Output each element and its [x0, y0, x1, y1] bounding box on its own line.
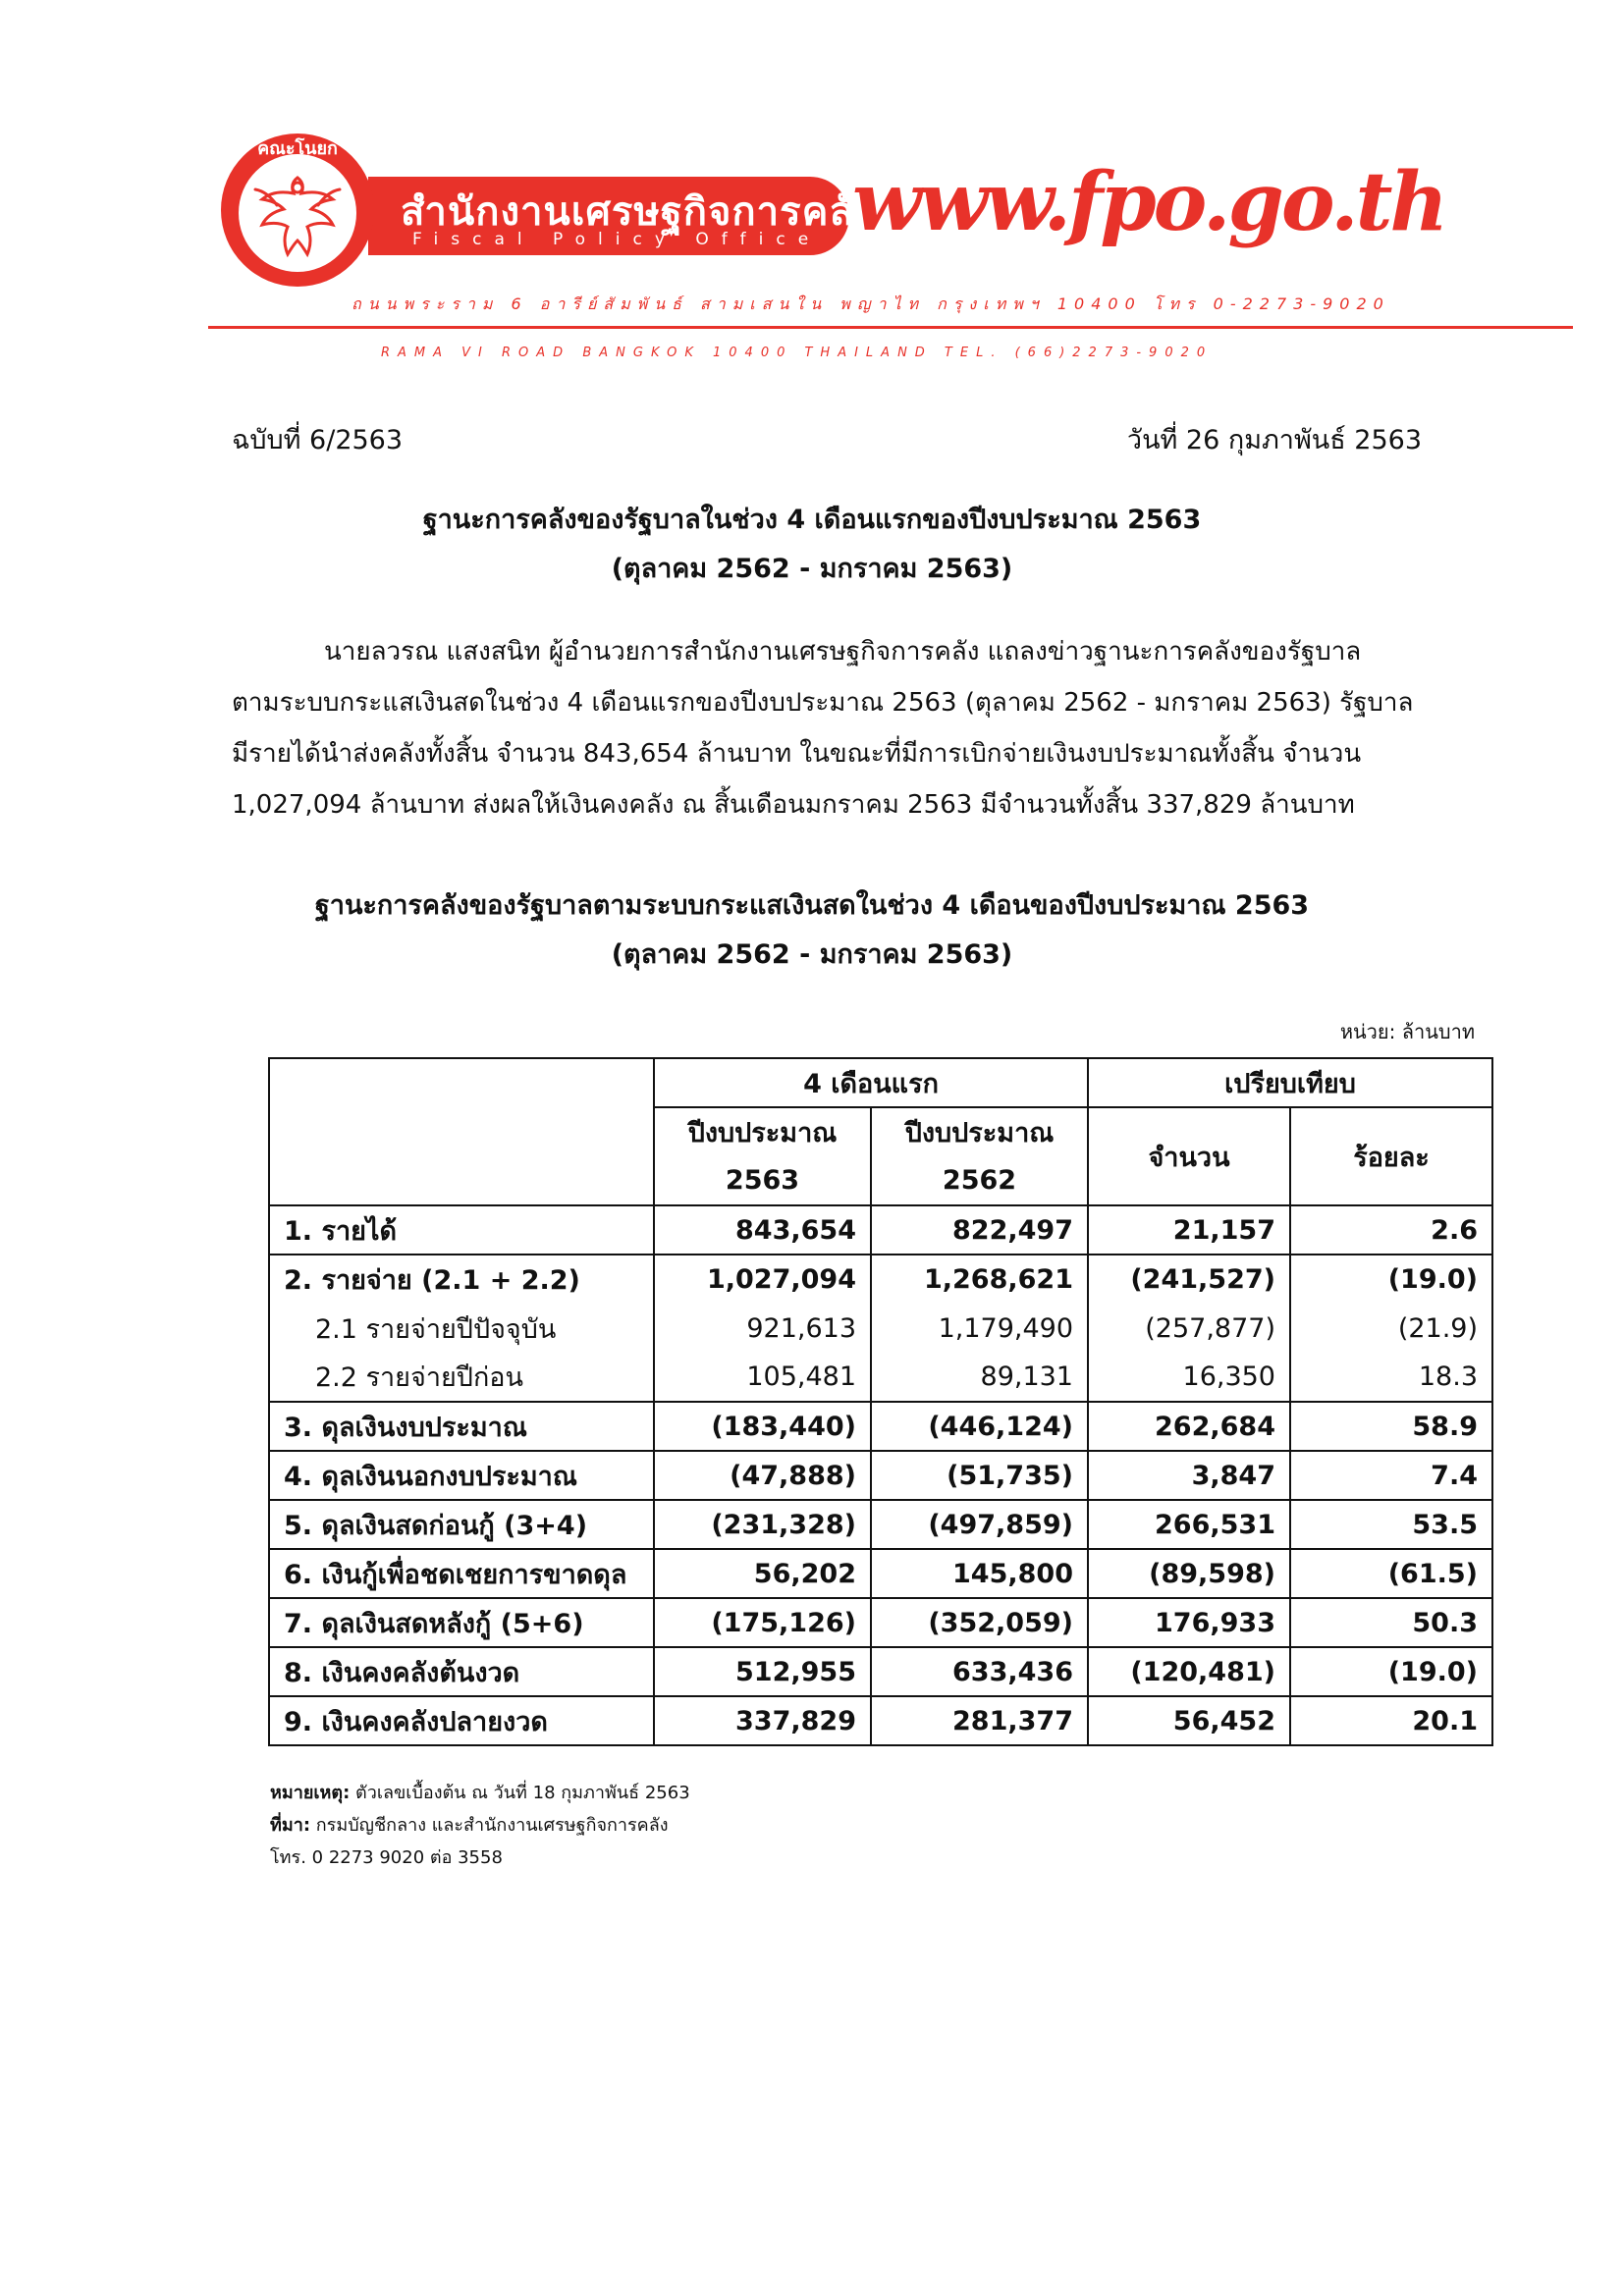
cell-percent: 2.6 [1290, 1205, 1492, 1255]
header-fy2562-year: 2562 [871, 1156, 1088, 1205]
issue-number: ฉบับที่ 6/2563 [232, 425, 404, 455]
cell-amount: (257,877) [1088, 1304, 1290, 1353]
cell-fy2563: 337,829 [654, 1696, 871, 1745]
cell-fy2562: (352,059) [871, 1598, 1088, 1647]
cell-fy2562: 822,497 [871, 1205, 1088, 1255]
table-row-revenue [269, 1205, 1492, 1255]
cell-amount: (241,527) [1088, 1255, 1290, 1304]
cell-fy2563: (183,440) [654, 1402, 871, 1451]
cell-amount: (120,481) [1088, 1647, 1290, 1696]
release-date: วันที่ 26 กุมภาพันธ์ 2563 [1126, 425, 1422, 455]
cell-amount: 16,350 [1088, 1353, 1290, 1402]
table-row-cash-balance-after-borrowing [269, 1598, 1492, 1647]
row-label: 4. ดุลเงินนอกงบประมาณ [269, 1451, 654, 1500]
header-amount: จำนวน [1088, 1107, 1290, 1205]
unit-label: หน่วย: ล้านบาท [1339, 1020, 1475, 1043]
source-text: กรมบัญชีกลาง และสำนักงานเศรษฐกิจการคลัง [310, 1815, 669, 1836]
cell-amount: 56,452 [1088, 1696, 1290, 1745]
header-fy2563-label: ปีงบประมาณ [654, 1107, 871, 1156]
org-name-english: Fiscal Policy Office [412, 230, 822, 249]
cell-fy2562: (51,735) [871, 1451, 1088, 1500]
logo-lettering: คณะโนยก [257, 138, 338, 159]
cell-percent: 20.1 [1290, 1696, 1492, 1745]
row-label: 2.1 รายจ่ายปีปัจจุบัน [269, 1304, 654, 1353]
cell-percent: 53.5 [1290, 1500, 1492, 1549]
cell-fy2562: 145,800 [871, 1549, 1088, 1598]
website-url[interactable]: www.fpo.go.th [852, 155, 1446, 249]
cell-percent: (61.5) [1290, 1549, 1492, 1598]
address-english: RAMA VI ROAD BANGKOK 10400 THAILAND TEL. (66)2273-9020 [381, 346, 1214, 360]
cell-fy2563: 512,955 [654, 1647, 871, 1696]
cell-fy2562: 1,179,490 [871, 1304, 1088, 1353]
row-label: 3. ดุลเงินงบประมาณ [269, 1402, 654, 1451]
cell-percent: 18.3 [1290, 1353, 1492, 1402]
cell-fy2563: 1,027,094 [654, 1255, 871, 1304]
footnotes [270, 1777, 690, 1874]
cell-amount: 3,847 [1088, 1451, 1290, 1500]
row-label: 5. ดุลเงินสดก่อนกู้ (3+4) [269, 1500, 654, 1549]
cell-fy2562: 633,436 [871, 1647, 1088, 1696]
header-group-compare: เปรียบเทียบ [1088, 1058, 1492, 1107]
table-row-prior-year-expenditure [269, 1353, 1492, 1402]
table-title-line-1: ฐานะการคลังของรัฐบาลตามระบบกระแสเงินสดในช่วง 4 เดือนของปีงบประมาณ 2563 [314, 890, 1310, 921]
cell-fy2562: (446,124) [871, 1402, 1088, 1451]
cell-percent: (19.0) [1290, 1647, 1492, 1696]
remark-text: ตัวเลขเบื้องต้น ณ วันที่ 18 กุมภาพันธ์ 2563 [350, 1783, 690, 1803]
cell-amount: 176,933 [1088, 1598, 1290, 1647]
row-label: 1. รายได้ [269, 1205, 654, 1255]
cell-amount: 21,157 [1088, 1205, 1290, 1255]
source-label: ที่มา: [270, 1815, 311, 1836]
source-note [270, 1809, 690, 1842]
headline-line-1: ฐานะการคลังของรัฐบาลในช่วง 4 เดือนแรกของปีงบประมาณ 2563 [422, 505, 1202, 535]
cell-fy2562: (497,859) [871, 1500, 1088, 1549]
cell-fy2563: 921,613 [654, 1304, 871, 1353]
cell-fy2563: (231,328) [654, 1500, 871, 1549]
cell-fy2563: 56,202 [654, 1549, 871, 1598]
cell-percent: (19.0) [1290, 1255, 1492, 1304]
cell-fy2562: 281,377 [871, 1696, 1088, 1745]
row-label: 7. ดุลเงินสดหลังกู้ (5+6) [269, 1598, 654, 1647]
org-name-thai: สำนักงานเศรษฐกิจการคลัง [401, 189, 875, 235]
table-row-budget-balance [269, 1402, 1492, 1451]
cell-percent: 50.3 [1290, 1598, 1492, 1647]
header-fy2562-label: ปีงบประมาณ [871, 1107, 1088, 1156]
address-thai: ถนนพระราม 6 อารีย์สัมพันธ์ สามเสนใน พญาไท กรุงเทพฯ 10400 โทร 0-2273-9020 [352, 294, 1390, 313]
paragraph-line-2: ตามระบบกระแสเงินสดในช่วง 4 เดือนแรกของปีงบประมาณ 2563 (ตุลาคม 2562 - มกราคม 2563) รัฐบาล [232, 688, 1414, 718]
row-label: 2. รายจ่าย (2.1 + 2.2) [269, 1255, 654, 1304]
table-header-row-1 [269, 1058, 1492, 1107]
cell-amount: (89,598) [1088, 1549, 1290, 1598]
header-fy2563-year: 2563 [654, 1156, 871, 1205]
garuda-logo-icon [218, 131, 377, 290]
cell-fy2562: 1,268,621 [871, 1255, 1088, 1304]
cell-percent: (21.9) [1290, 1304, 1492, 1353]
cell-percent: 58.9 [1290, 1402, 1492, 1451]
row-label: 8. เงินคงคลังต้นงวด [269, 1647, 654, 1696]
table-row-non-budget-balance [269, 1451, 1492, 1500]
paragraph-line-3: มีรายได้นำส่งคลังทั้งสิ้น จำนวน 843,654 ล้านบาท ในขณะที่มีการเบิกจ่ายเงินงบประมาณทั้งสิ้น จำนวน [232, 739, 1362, 769]
table-row-cash-balance-before-borrowing [269, 1500, 1492, 1549]
table-row-deficit-financing [269, 1549, 1492, 1598]
cell-amount: 262,684 [1088, 1402, 1290, 1451]
paragraph-line-4: 1,027,094 ล้านบาท ส่งผลให้เงินคงคลัง ณ สิ้นเดือนมกราคม 2563 มีจำนวนทั้งสิ้น 337,829 ล้านบาท [232, 790, 1355, 820]
remark-note [270, 1777, 690, 1809]
cell-fy2563: (175,126) [654, 1598, 871, 1647]
cell-fy2562: 89,131 [871, 1353, 1088, 1402]
cell-amount: 266,531 [1088, 1500, 1290, 1549]
header-percent: ร้อยละ [1290, 1107, 1492, 1205]
table-row-expenditure [269, 1255, 1492, 1304]
table-row-closing-treasury-balance [269, 1696, 1492, 1745]
table-row-current-year-expenditure [269, 1304, 1492, 1353]
table-row-opening-treasury-balance [269, 1647, 1492, 1696]
letterhead-divider [208, 326, 1573, 329]
cell-fy2563: 105,481 [654, 1353, 871, 1402]
contact-phone: โทร. 0 2273 9020 ต่อ 3558 [270, 1847, 503, 1868]
row-label: 2.2 รายจ่ายปีก่อน [269, 1353, 654, 1402]
remark-label: หมายเหตุ: [270, 1783, 351, 1803]
fiscal-position-table [268, 1057, 1493, 1746]
row-label: 9. เงินคงคลังปลายงวด [269, 1696, 654, 1745]
cell-fy2563: (47,888) [654, 1451, 871, 1500]
row-label: 6. เงินกู้เพื่อชดเชยการขาดดุล [269, 1549, 654, 1598]
paragraph-line-1: นายลวรณ แสงสนิท ผู้อำนวยการสำนักงานเศรษฐกิจการคลัง แถลงข่าวฐานะการคลังของรัฐบาล [324, 637, 1362, 667]
header-group-4months: 4 เดือนแรก [654, 1058, 1088, 1107]
cell-fy2563: 843,654 [654, 1205, 871, 1255]
table-title-line-2: (ตุลาคม 2562 - มกราคม 2563) [611, 939, 1013, 970]
headline-line-2: (ตุลาคม 2562 - มกราคม 2563) [611, 554, 1013, 584]
cell-percent: 7.4 [1290, 1451, 1492, 1500]
header-blank-cell [269, 1058, 654, 1205]
